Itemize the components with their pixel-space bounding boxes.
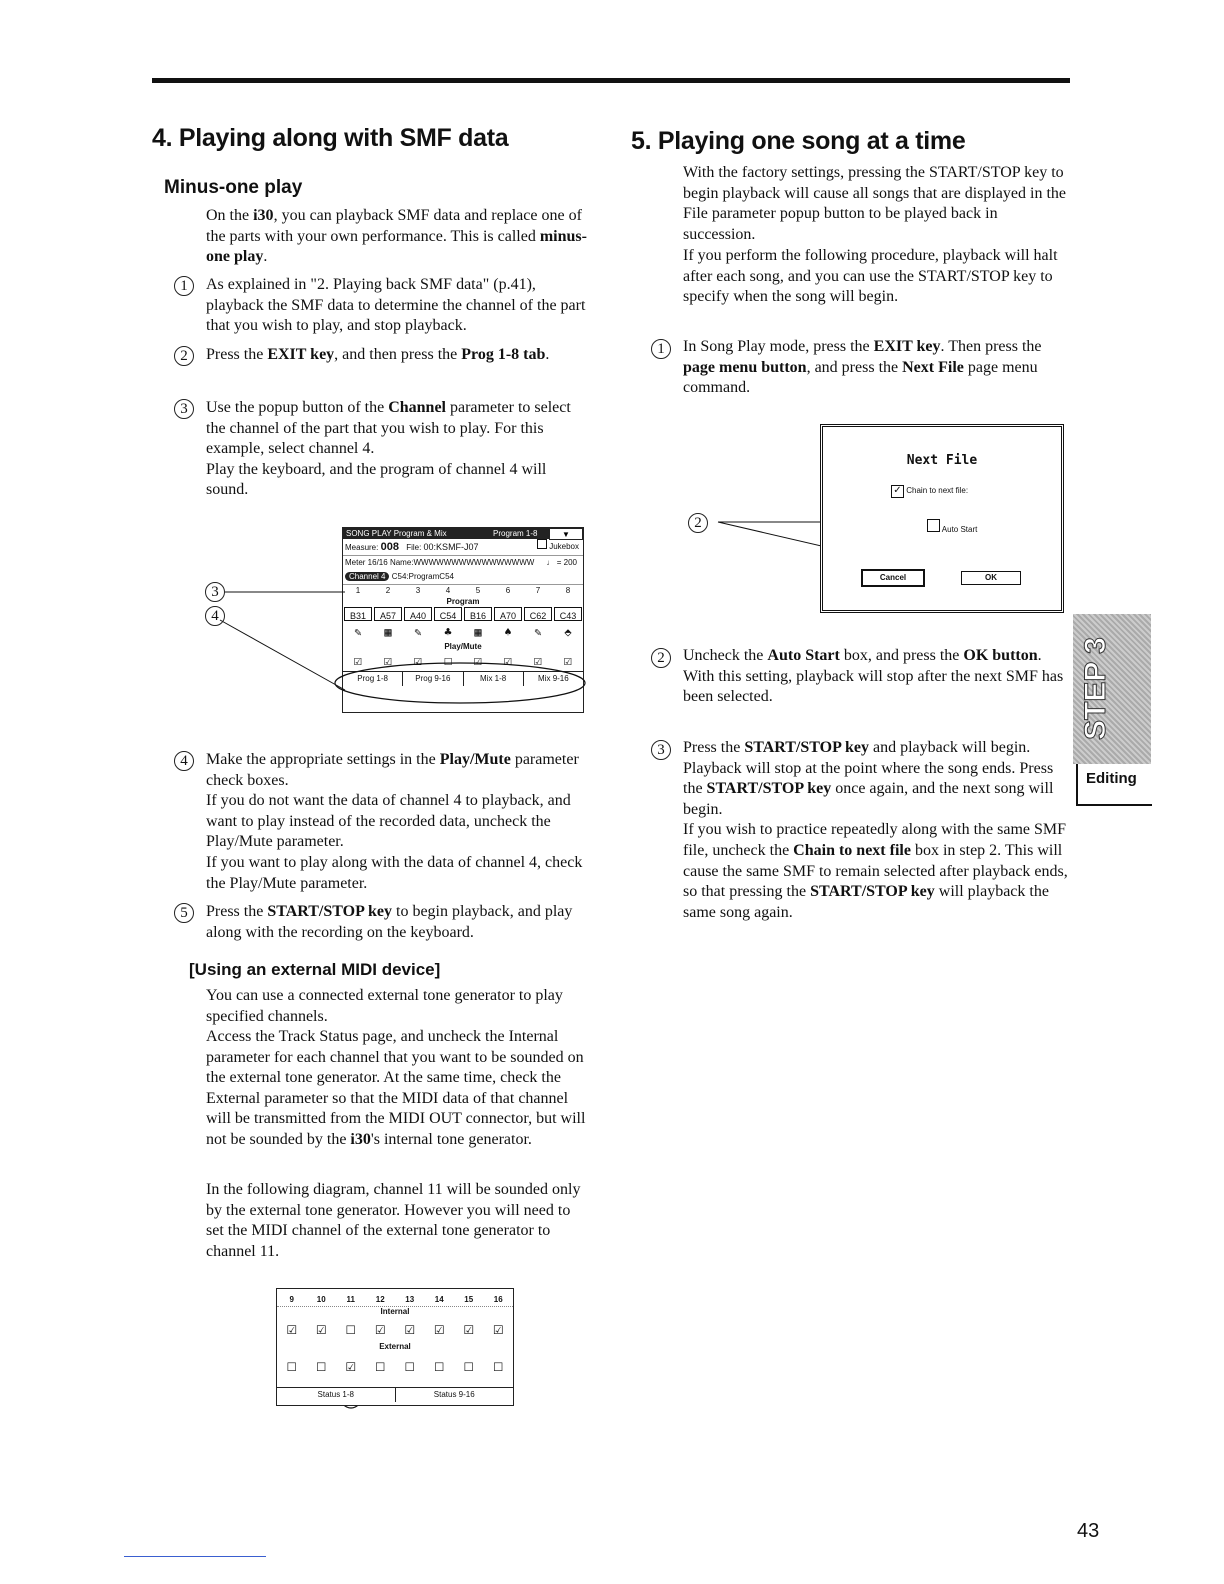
right-intro-1: With the factory settings, pressing the START/STOP key to begin playback will cause all songs that are displayed in the File parameter popup button to be played back in succession. [683, 164, 1066, 243]
step-number: 2 [174, 346, 194, 366]
step-number: 4 [174, 751, 194, 771]
step-3-tab: STEP 3 [1073, 614, 1151, 764]
step-number: 3 [651, 740, 671, 760]
right-step-2: Uncheck the Auto Start box, and press the OK button. With this setting, playback will stop after the next SMF has been selected. [683, 647, 1064, 706]
step-2-text: Press the EXIT key, and then press the Prog 1-8 tab. [206, 346, 550, 363]
step-number: 3 [174, 399, 194, 419]
editing-label: Editing [1086, 770, 1137, 787]
callout-3: 3 [205, 582, 225, 602]
intro-paragraph: On the i30, you can playback SMF data and replace one of the parts with your own performance. This is called minus-one play. [206, 207, 587, 266]
chain-checkbox[interactable]: ✓ Chain to next file: [891, 485, 968, 498]
external-paragraph-1: You can use a connected external tone generator to play specified channels. [206, 987, 563, 1025]
song-play-screen: SONG PLAY Program & Mix Program 1-8 ▼ Measure: 008 File: 00:KSMF-J07 Jukebox Meter 16/16 Name:WWWWWWWWWWWWWWWW ♩ = 200 Channel 4 C54:ProgramC54 1 2 3 4 5 6 7 8 Program B31 A57 A40 C54 B16 A70 C62 C43 ✎ ▦ ✎ ♣ ▦ ♠ ✎ ⬘ Play/Mute ☑ ☑ ☑ ☐ ☑ ☑ ☑ ☑ Prog 1-8 Prog 9-16 Mix 1-8 Mix 9-16 [342, 527, 584, 713]
track-status-screen: 9 10 11 12 13 14 15 16 Internal ☑ ☑ ☐ ☑ ☑ ☑ ☑ ☑ External ☐ ☐ ☑ ☐ ☐ ☐ ☐ ☐ Status 1-8 Status 9-16 [276, 1288, 514, 1406]
page-number: 43 [1077, 1520, 1100, 1542]
step-5-text: Press the START/STOP key to begin playback, and play along with the recording on the keyboard. [206, 903, 573, 941]
cancel-button[interactable]: Cancel [861, 569, 925, 587]
section-heading-4: 4. Playing along with SMF data [152, 124, 509, 152]
external-paragraph-2: Access the Track Status page, and uncheck the Internal parameter for each channel that you want to be sounded on the external tone generator. At the same time, check the External parameter so that the MIDI data of that channel will be transmitted from the MIDI OUT connector, but will not be sounded by the i30's internal tone generator. [206, 1028, 586, 1148]
subheading-minus-one: Minus-one play [164, 177, 303, 198]
footer-link-line [124, 1556, 266, 1557]
next-file-dialog [820, 424, 1064, 613]
callout-2: 2 [688, 513, 708, 533]
step-number: 1 [651, 339, 671, 359]
step-4-text: Make the appropriate settings in the Play/Mute parameter check boxes. If you do not want the data of channel 4 to playback, and want to play instead of the recorded data, uncheck the Play/Mute parameter. If you want to play along with the data of channel 4, check the Play/Mute parameter. [206, 751, 583, 892]
callout-4: 4 [205, 606, 225, 626]
step-number: 1 [174, 276, 194, 296]
external-paragraph-3: In the following diagram, channel 11 will be sounded only by the external tone generator. However you will need to set the MIDI channel of the external tone generator to channel 11. [206, 1181, 581, 1260]
external-midi-heading: [Using an external MIDI device] [189, 960, 441, 979]
auto-start-checkbox[interactable]: Auto Start [927, 519, 977, 534]
right-step-3: Press the START/STOP key and playback will begin. Playback will stop at the point where the song ends. Press the START/STOP key once again, and the next song will begin. If you wish to practice repeatedly along with the same SMF file, uncheck the Chain to next file box in step 2. This will cause the same SMF to remain selected after playback ends, so that pressing the START/STOP key will playback the same song again. [683, 739, 1068, 921]
step-number: 5 [174, 903, 194, 923]
ok-button[interactable]: OK [961, 571, 1021, 585]
dialog-title: Next File [906, 453, 978, 468]
step-number: 2 [651, 648, 671, 668]
right-step-1: In Song Play mode, press the EXIT key. Then press the page menu button, and press the Next File page menu command. [683, 338, 1042, 397]
step-1-text: As explained in "2. Playing back SMF data" (p.41), playback the SMF data to determine the channel of the part that you wish to play, and stop playback. [206, 276, 586, 335]
step-3-text: Use the popup button of the Channel parameter to select the channel of the part that you wish to play. For this example, select channel 4. Play the keyboard, and the program of channel 4 will sound. [206, 399, 571, 499]
screen-title-bar: SONG PLAY Program & Mix Program 1-8 ▼ [343, 528, 583, 539]
section-heading-5: 5. Playing one song at a time [631, 127, 966, 155]
right-intro-2: If you perform the following procedure, playback will halt after each song, and you can use the START/STOP key to specify when the song will begin. [683, 247, 1058, 306]
